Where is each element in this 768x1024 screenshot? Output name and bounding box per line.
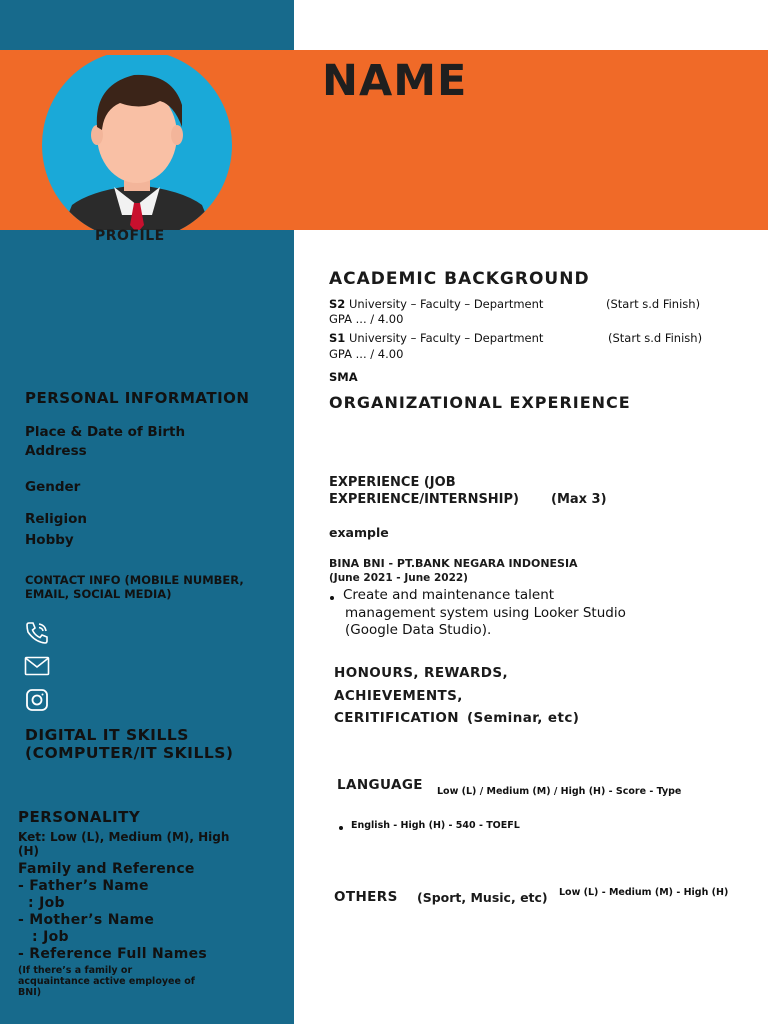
mother-job-label: : Job	[32, 929, 69, 945]
experience-description	[343, 587, 626, 640]
mother-name-label: - Mother’s Name	[18, 912, 155, 928]
address-label: Address	[25, 443, 87, 459]
personality-key-line1: Ket: Low (L), Medium (M), High	[18, 830, 230, 844]
s1-entry	[329, 331, 543, 345]
avatar	[42, 55, 232, 230]
experience-description-line3: (Google Data Studio).	[345, 622, 492, 638]
experience-period: (June 2021 - June 2022)	[329, 572, 468, 584]
digital-skills-heading	[25, 726, 233, 762]
sma-entry: SMA	[329, 370, 358, 384]
honours-heading	[334, 662, 579, 730]
family-reference-section	[18, 861, 207, 963]
mail-icon[interactable]	[24, 656, 50, 676]
s2-institution: University – Faculty – Department	[345, 297, 544, 311]
profile-label: PROFILE	[95, 228, 165, 244]
others-note: (Sport, Music, etc)	[417, 890, 548, 905]
contact-info-heading-line1: CONTACT INFO (MOBILE NUMBER,	[25, 573, 244, 587]
honours-line2: ACHIEVEMENTS,	[334, 687, 463, 704]
honours-note: (Seminar, etc)	[466, 710, 580, 726]
family-note	[18, 965, 195, 998]
honours-line3: CERITIFICATION	[334, 710, 459, 726]
s1-degree: S1	[329, 331, 346, 345]
s1-period: (Start s.d Finish)	[608, 331, 703, 345]
personality-key-line2: (H)	[18, 844, 40, 858]
experience-bullet	[330, 596, 334, 600]
language-heading: LANGUAGE	[337, 777, 423, 793]
personal-info-heading: PERSONAL INFORMATION	[25, 389, 250, 407]
avatar-illustration-icon	[42, 55, 232, 230]
s1-gpa: GPA ... / 4.00	[329, 347, 404, 361]
experience-max-note: (Max 3)	[551, 492, 607, 507]
hobby-label: Hobby	[25, 532, 74, 548]
gender-label: Gender	[25, 479, 81, 495]
s1-institution: University – Faculty – Department	[345, 331, 544, 345]
personality-key	[18, 830, 229, 858]
experience-heading-line2: EXPERIENCE/INTERNSHIP)	[329, 492, 519, 507]
family-reference-heading: Family and Reference	[18, 861, 195, 877]
s2-gpa: GPA ... / 4.00	[329, 312, 404, 326]
place-dob-label: Place & Date of Birth	[25, 424, 186, 440]
language-scale: Low (L) / Medium (M) / High (H) - Score - Type	[437, 786, 682, 797]
experience-heading	[329, 474, 607, 508]
personality-heading: PERSONALITY	[18, 808, 141, 826]
experience-description-line1: Create and maintenance talent	[343, 587, 555, 603]
phone-icon[interactable]	[24, 620, 50, 646]
instagram-icon[interactable]	[25, 688, 49, 712]
family-note-line1: (If there’s a family or	[18, 965, 133, 976]
religion-label: Religion	[25, 511, 87, 527]
contact-info-heading	[25, 573, 244, 601]
honours-line1: HONOURS, REWARDS,	[334, 665, 509, 681]
digital-skills-line2: (COMPUTER/IT SKILLS)	[25, 744, 234, 762]
s2-degree: S2	[329, 297, 346, 311]
others-heading: OTHERS	[334, 889, 398, 905]
resume-name-title: NAME	[322, 56, 468, 106]
language-item: English - High (H) - 540 - TOEFL	[351, 820, 520, 831]
family-note-line2: acquaintance active employee of	[18, 976, 195, 987]
experience-heading-line1: EXPERIENCE (JOB	[329, 475, 456, 490]
experience-company: BINA BNI - PT.BANK NEGARA INDONESIA	[329, 557, 578, 570]
father-job-label: : Job	[28, 895, 65, 911]
others-scale: Low (L) - Medium (M) - High (H)	[559, 887, 729, 898]
digital-skills-line1: DIGITAL IT SKILLS	[25, 726, 189, 744]
contact-info-heading-line2: EMAIL, SOCIAL MEDIA)	[25, 587, 172, 601]
organizational-heading: ORGANIZATIONAL EXPERIENCE	[329, 393, 631, 412]
father-name-label: - Father’s Name	[18, 878, 149, 894]
s2-entry	[329, 297, 543, 311]
reference-names-label: - Reference Full Names	[18, 946, 208, 962]
family-note-line3: BNI)	[18, 987, 42, 998]
language-bullet	[339, 826, 343, 830]
s2-period: (Start s.d Finish)	[606, 297, 701, 311]
academic-heading: ACADEMIC BACKGROUND	[329, 269, 590, 289]
experience-example-label: example	[329, 525, 389, 540]
experience-description-line2: management system using Looker Studio	[345, 604, 626, 621]
